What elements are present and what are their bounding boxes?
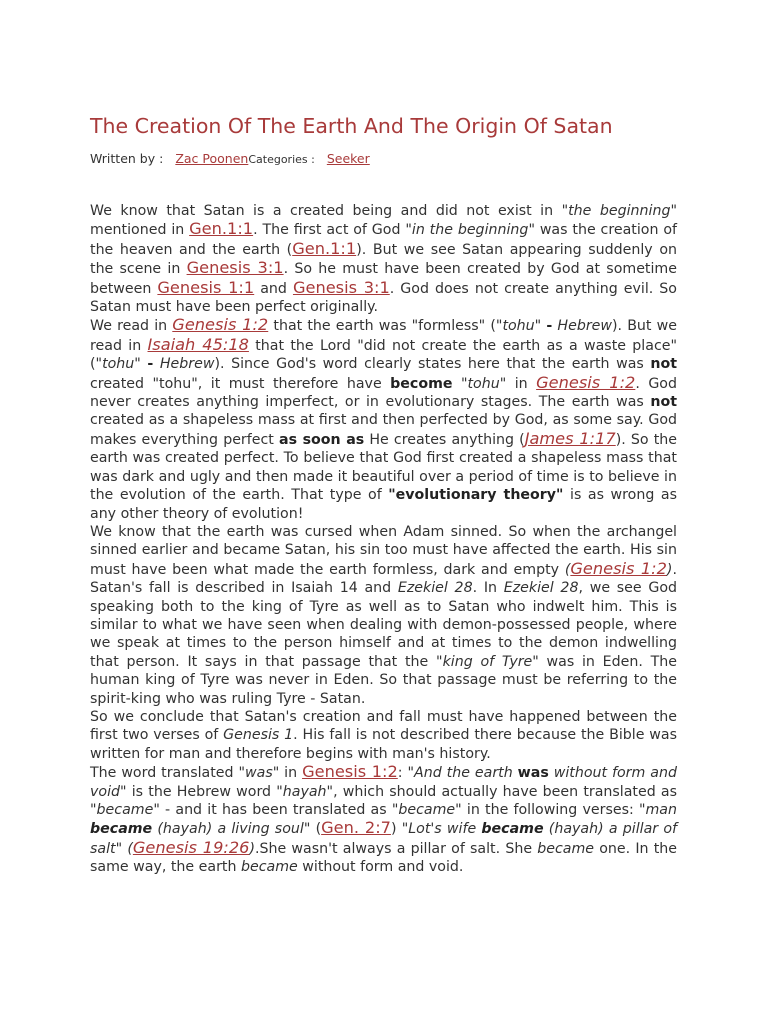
italic-text: man [645,802,677,818]
paragraph-1 [90,202,677,316]
text-run: " was the creation of the heaven and the earth ( [90,222,678,258]
italic-text: ) [666,561,673,578]
italic-text: hayah [282,783,327,800]
bold-text: become [390,375,453,392]
scripture-link[interactable]: Genesis 1:2 [302,762,398,782]
text-run: that the Lord "did not create the earth as a waste place" (" [90,337,677,373]
text-run: ) " [390,821,409,838]
bold-text: - [546,318,553,335]
text-run: ). Since God's word clearly states here that the earth was [214,356,651,373]
bold-text: not [650,394,677,411]
text-run: : " [397,765,415,782]
scripture-link[interactable]: Genesis 3:1 [186,258,284,278]
page-title: The Creation Of The Earth And The Origin Of Satan [90,114,613,138]
article-body [90,202,677,877]
text-run: " was in Eden. The human king of Tyre was never in Eden. So that passage must be referring to the spirit-king who was ruling Tyre - Satan. [90,653,677,707]
italic-text: became [96,802,154,818]
categories-label: Categories : [248,153,315,166]
italic-text: ( [564,561,571,578]
text-run: " is the Hebrew word " [120,783,283,800]
text-run: and [254,280,293,297]
bold-text: became [90,821,153,838]
text-run: created as a shapeless mass at first and then perfected by God, as some say. God makes everything perfect [90,412,677,448]
text-run: . The first act of God " [253,222,412,239]
text-run: without form and void. [297,859,464,876]
article-meta [90,150,677,169]
scripture-link[interactable]: Genesis 3:1 [292,277,390,297]
italic-text: tohu [467,375,500,392]
bold-text: became [481,821,544,838]
text-run: " [534,318,547,335]
text-run: . So he must have been created by God at sometime between [90,261,677,297]
italic-text: king of Tyre [442,653,533,670]
text-run: We know that Satan is a created being and did not exist in " [90,203,569,219]
text-run: " in [499,375,537,392]
text-run: . His fall is not described there because the Bible was written for man and therefore begins with man's history. [90,727,677,762]
text-run: ", which should actually have been translated as " [90,783,677,818]
paragraph-2 [90,316,677,522]
scripture-link[interactable]: Genesis 1:2 [536,372,636,392]
text-run: one. In the same way, the earth [90,840,677,876]
italic-text: in the beginning [411,222,529,239]
scripture-link[interactable]: Genesis 1:2 [570,558,667,578]
written-by-label: Written by : [90,151,164,166]
text-run: ). So the earth was created perfect. To believe that God first created a shapeless mass that was dark and ugly and then made it beautiful over a period of time is to believe in the evolution of the earth. That type of [90,431,677,504]
text-run: . Satan's fall is described in Isaiah 14 and [90,561,677,597]
italic-text: And the earth [414,765,518,782]
text-run: that the earth was "formless" (" [268,318,503,335]
text-run: . God does not create anything evil. So Satan must have been perfect originally. [90,280,677,316]
italic-text: ) [249,840,255,857]
italic-text: Genesis 1 [223,727,294,744]
scripture-link[interactable]: Gen.1:1 [189,219,254,239]
italic-text: Ezekiel 28 [397,580,473,597]
text-run: He creates anything ( [364,431,525,448]
text-run: " in the following verses: " [455,802,646,818]
author-link[interactable]: Zac Poonen [175,151,249,166]
italic-text: became [240,859,298,876]
text-run: So we conclude that Satan's creation and fall must have happened between the first two verses of [90,708,677,744]
italic-text: Hebrew [557,318,612,335]
text-run: created "tohu", it must therefore have [90,375,391,392]
text-run [153,356,160,372]
scripture-link[interactable]: Genesis 1:1 [157,277,255,297]
italic-text: tohu [102,356,135,373]
bold-text: - [147,356,154,373]
paragraph-5 [90,763,677,876]
text-run: is as wrong as any other theory of evolution! [90,487,677,522]
category-link[interactable]: Seeker [326,151,370,166]
scripture-link[interactable]: Gen.1:1 [292,238,357,258]
italic-text: became [398,802,456,818]
italic-text: without form and void [90,765,677,800]
text-run: " [134,356,148,373]
text-run: , we see God speaking both to the king of Tyre as well as to Satan who indwelt him. This is similar to what we have seen when dealing with demon-possessed people, where we speak at times to the person himself and at times to the demon indwelling that person. It says in that passage that the " [90,580,678,670]
text-run: ). But we read in [90,318,677,354]
scripture-link[interactable]: Gen. 2:7 [321,818,391,838]
italic-text: Lot's wife [408,821,482,838]
bold-text: "evolutionary theory" [388,487,564,504]
italic-text: (hayah) a pillar of salt [90,821,678,857]
paragraph-3 [90,523,677,708]
italic-text: Ezekiel 28 [503,580,579,597]
text-run: " ( [303,821,322,838]
text-run: " [452,375,468,392]
italic-text: was [245,765,273,782]
bold-text: was [517,765,549,782]
italic-text: became [537,840,595,857]
text-run: The word translated " [90,765,246,782]
text-run: " [115,840,128,857]
bold-text: not [650,356,677,373]
bold-text: as soon as [279,431,365,448]
scripture-link[interactable]: Genesis 19:26 [132,837,250,857]
italic-text: the beginning [568,203,671,219]
text-run: .She wasn't always a pillar of salt. She [255,840,538,857]
scripture-link[interactable]: Genesis 1:2 [172,315,269,335]
scripture-link[interactable]: Isaiah 45:18 [147,334,249,354]
text-run: " in [272,765,303,782]
italic-text: tohu [502,318,535,335]
text-run: We read in [90,318,173,335]
italic-text: ( [127,840,133,857]
text-run: ). But we see Satan appearing suddenly on the scene in [90,241,677,278]
text-run: . God never creates anything imperfect, or in evolutionary stages. The earth was [90,375,677,411]
text-run: " mentioned in [90,203,677,239]
italic-text: Hebrew [159,356,215,373]
paragraph-4 [90,708,677,763]
italic-text: (hayah) a living soul [152,821,304,838]
text-run: " - and it has been translated as " [153,802,399,818]
text-run: We know that the earth was cursed when Adam sinned. So when the archangel sinned earlier and became Satan, his sin too must have affected the earth. His sin must have been what made the earth formless, dark and empty [90,523,677,578]
scripture-link[interactable]: James 1:17 [524,428,616,448]
text-run: . In [472,580,504,597]
